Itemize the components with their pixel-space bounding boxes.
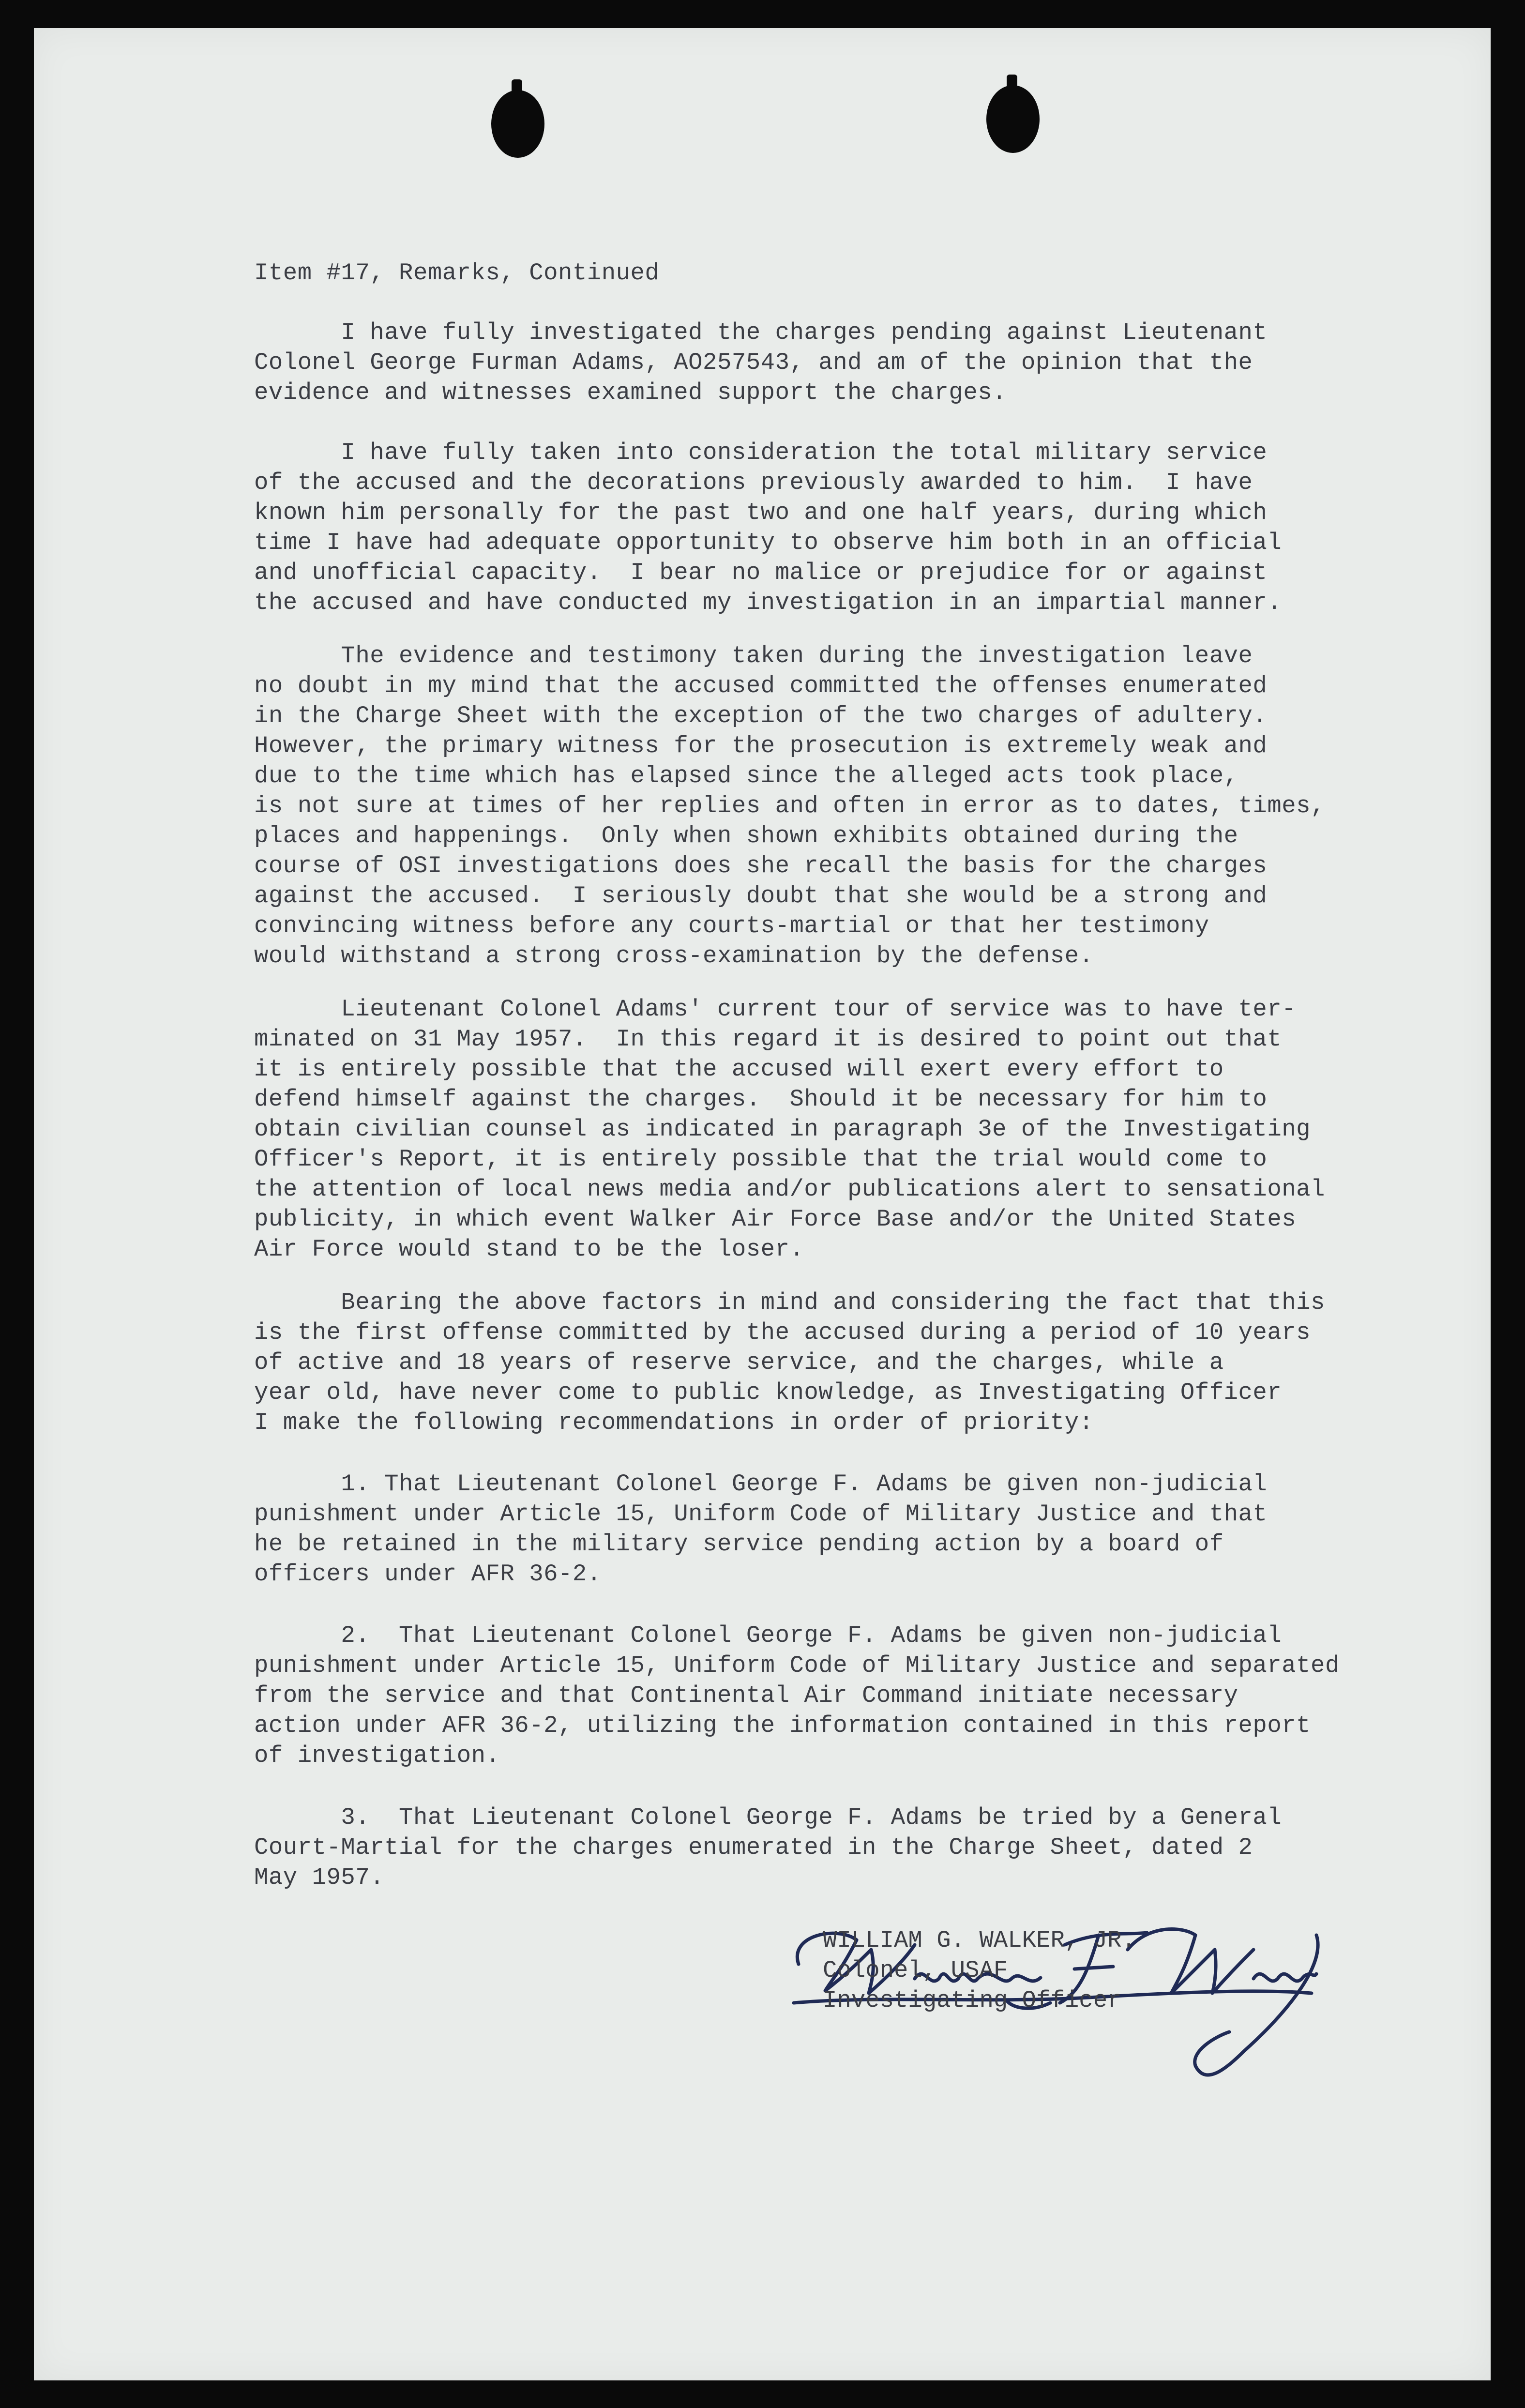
paragraph-1: I have fully investigated the charges pending against Lieutenant Colonel George Furman Adams, AO257543, and am of the opinion that the evidence and witnesses examined support the charges.	[254, 319, 1268, 406]
recommendation-1: 1. That Lieutenant Colonel George F. Adams be given non-judicial punishment under Article 15, Uniform Code of Military Justice and that he be retained in the military service pending action by a board of officers under AFR 36-2.	[254, 1470, 1268, 1588]
signatory-name: WILLIAM G. WALKER, JR.	[823, 1927, 1136, 1954]
recommendation-3: 3. That Lieutenant Colonel George F. Adams be tried by a General Court-Martial for the charges enumerated in the Charge Sheet, dated 2 May 1957.	[254, 1804, 1282, 1891]
document-heading: Item #17, Remarks, Continued	[254, 259, 660, 287]
document-page	[34, 28, 1491, 2380]
paragraph-2: I have fully taken into consideration the total military service of the accused and the decorations previously awarded to him. I have known him personally for the past two and one half years, during which time I have had adequate opportunity to observe him both in an official and unofficial capacity. I bear no malice or prejudice for or against the accused and have conducted my investigation in an impartial manner.	[254, 439, 1282, 616]
punch-hole-left	[491, 90, 544, 158]
paragraph-5: Bearing the above factors in mind and considering the fact that this is the first offense committed by the accused during a period of 10 years of active and 18 years of reserve service, and the charges, while a year old, have never come to public knowledge, as Investigating Officer I make the following recommendations in order of priority:	[254, 1289, 1325, 1436]
signatory-title: Investigating Officer	[823, 1987, 1122, 2014]
punch-hole-right	[986, 85, 1040, 153]
recommendation-2: 2. That Lieutenant Colonel George F. Adams be given non-judicial punishment under Article 15, Uniform Code of Military Justice and separated from the service and that Continental Air Command initiate necessary action under AFR 36-2, utilizing the information contained in this report of investigation.	[254, 1622, 1340, 1769]
paragraph-4: Lieutenant Colonel Adams' current tour of service was to have ter- minated on 31 May 1957. In this regard it is desired to point out that it is entirely possible that the accused will exert every effort to defend himself against the charges. Should it be necessary for him to obtain civilian counsel as indicated in paragraph 3e of the Investigating Officer's Report, it is entirely possible that the trial would come to the attention of local news media and/or publications alert to sensational publicity, in which event Walker Air Force Base and/or the United States Air Force would stand to be the loser.	[254, 996, 1325, 1263]
paragraph-3: The evidence and testimony taken during the investigation leave no doubt in my mind that the accused committed the offenses enumerated in the Charge Sheet with the exception of the two charges of adultery. However, the primary witness for the prosecution is extremely weak and due to the time which has elapsed since the alleged acts took place, is not sure at times of her replies and often in error as to dates, times, places and happenings. Only when shown exhibits obtained during the course of OSI investigations does she recall the basis for the charges against the accused. I seriously doubt that she would be a strong and convincing witness before any courts-martial or that her testimony would withstand a strong cross-examination by the defense.	[254, 642, 1325, 969]
signature-block	[823, 1925, 1136, 2015]
signatory-rank: Colonel, USAF	[823, 1957, 1008, 1984]
